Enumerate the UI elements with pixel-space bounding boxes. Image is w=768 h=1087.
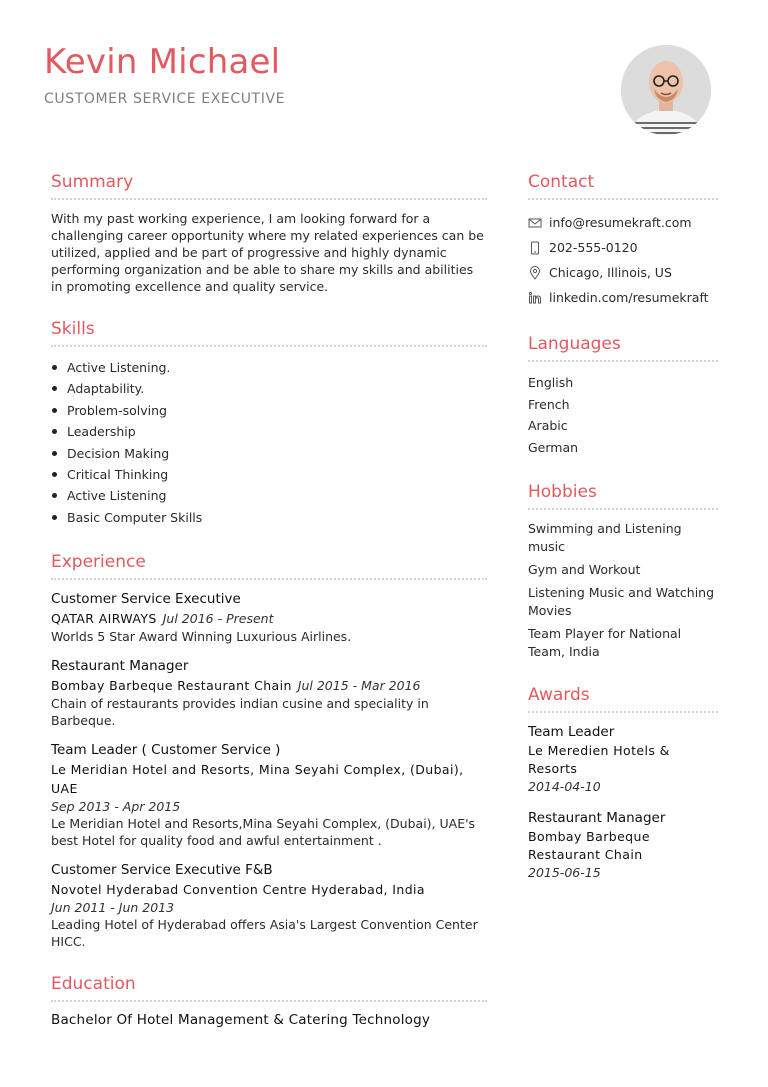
skill-item: Active Listening.	[51, 357, 487, 378]
experience-entry	[51, 657, 487, 729]
skill-item: Adaptability.	[51, 378, 487, 399]
degree-title: Bachelor Of Hotel Management & Catering Technology	[51, 1012, 431, 1029]
contact-location: Chicago, Illinois, US	[528, 260, 718, 285]
contact-linkedin[interactable]: linkedin.com/resumekraft	[528, 285, 718, 310]
company-name: Bombay Barbeque Restaurant Chain Jul 2015 - Mar 2016	[51, 678, 421, 694]
job-title: Customer Service Executive F&B	[51, 862, 273, 879]
experience-entry	[51, 741, 487, 849]
bullet-icon	[52, 515, 57, 520]
award-title: Team Leader	[528, 724, 615, 740]
skill-item: Basic Computer Skills	[51, 507, 487, 528]
experience-entry	[51, 861, 487, 950]
bullet-icon	[52, 386, 57, 391]
company-name: Novotel Hyderabad Convention Centre Hyderabad, India	[51, 882, 425, 898]
map-pin-icon	[528, 266, 542, 280]
hobby-item: Listening Music and Watching Movies	[528, 585, 715, 618]
section-title: Education	[51, 974, 487, 1002]
section-title: Awards	[528, 685, 718, 713]
language-item: French	[528, 396, 570, 412]
section-title: Experience	[51, 552, 487, 580]
job-dates: Jun 2011 - Jun 2013	[51, 900, 175, 916]
hobby-item: Swimming and Listening music	[528, 521, 682, 554]
education-section	[51, 974, 487, 1028]
section-title: Skills	[51, 319, 487, 347]
language-item: Arabic	[528, 418, 568, 433]
job-description: Worlds 5 Star Award Winning Luxurious Airlines.	[51, 629, 352, 645]
skill-item: Active Listening	[51, 485, 487, 506]
award-date: 2015-06-15	[528, 865, 601, 880]
phone-icon	[528, 241, 542, 255]
summary-text: With my past working experience, I am looking forward for a challenging career opportunity where my related experiences can be utilized, applied and be part of progressive and highly dynamic performing organization and be able to share my skills and abilities in promoting excellence and quality service.	[51, 211, 484, 294]
skill-item: Problem-solving	[51, 400, 487, 421]
awards-section	[528, 685, 718, 881]
section-title: Summary	[51, 172, 487, 200]
side-column	[528, 172, 718, 905]
award-entry	[528, 723, 718, 795]
experience-entry	[51, 590, 487, 645]
main-column	[51, 172, 487, 1052]
award-organization: Le Meredien Hotels & Resorts	[528, 743, 670, 776]
job-description: Chain of restaurants provides indian cusine and speciality in Barbeque.	[51, 696, 429, 729]
language-item: English	[528, 375, 574, 390]
job-title: Restaurant Manager	[51, 658, 189, 675]
award-title: Restaurant Manager	[528, 810, 666, 826]
resume-header	[0, 0, 768, 150]
skill-item: Decision Making	[51, 443, 487, 464]
bullet-icon	[52, 493, 57, 498]
job-title: Customer Service Executive	[51, 591, 241, 608]
candidate-role: CUSTOMER SERVICE EXECUTIVE	[44, 91, 286, 107]
languages-section	[528, 334, 718, 458]
hobbies-section	[528, 482, 718, 661]
skills-section	[51, 319, 487, 528]
award-date: 2014-04-10	[528, 779, 601, 794]
job-dates: Sep 2013 - Apr 2015	[51, 799, 181, 815]
contact-email[interactable]: info@resumekraft.com	[528, 210, 718, 235]
section-title: Hobbies	[528, 482, 718, 510]
mail-icon	[528, 216, 542, 230]
bullet-icon	[52, 429, 57, 434]
section-title: Languages	[528, 334, 718, 362]
experience-section	[51, 552, 487, 950]
job-dates: Jul 2016 - Present	[162, 611, 274, 627]
bullet-icon	[52, 472, 57, 477]
skill-item: Leadership	[51, 421, 487, 442]
contact-phone[interactable]: 202-555-0120	[528, 235, 718, 260]
bullet-icon	[52, 451, 57, 456]
hobby-item: Gym and Workout	[528, 562, 641, 577]
skill-item: Critical Thinking	[51, 464, 487, 485]
summary-section	[51, 172, 487, 295]
candidate-name: Kevin Michael	[44, 42, 281, 82]
job-title: Team Leader ( Customer Service )	[51, 742, 281, 759]
company-name: Le Meridian Hotel and Resorts, Mina Seyahi Complex, (Dubai), UAE	[51, 762, 464, 797]
contact-section	[528, 172, 718, 310]
bullet-icon	[52, 408, 57, 413]
job-description: Leading Hotel of Hyderabad offers Asia's Largest Convention Center HICC.	[51, 917, 478, 950]
hobby-item: Team Player for National Team, India	[528, 626, 682, 659]
job-dates: Jul 2015 - Mar 2016	[297, 678, 421, 694]
profile-photo	[621, 45, 711, 135]
award-entry	[528, 809, 718, 881]
section-title: Contact	[528, 172, 718, 200]
bullet-icon	[52, 365, 57, 370]
skills-list	[51, 357, 487, 528]
language-item: German	[528, 439, 579, 455]
job-description: Le Meridian Hotel and Resorts,Mina Seyahi Complex, (Dubai), UAE's best Hotel for quality food and awful entertainment .	[51, 816, 476, 849]
award-organization: Bombay Barbeque Restaurant Chain	[528, 829, 650, 862]
linkedin-icon	[528, 291, 542, 305]
company-name: QATAR AIRWAYS Jul 2016 - Present	[51, 611, 274, 627]
